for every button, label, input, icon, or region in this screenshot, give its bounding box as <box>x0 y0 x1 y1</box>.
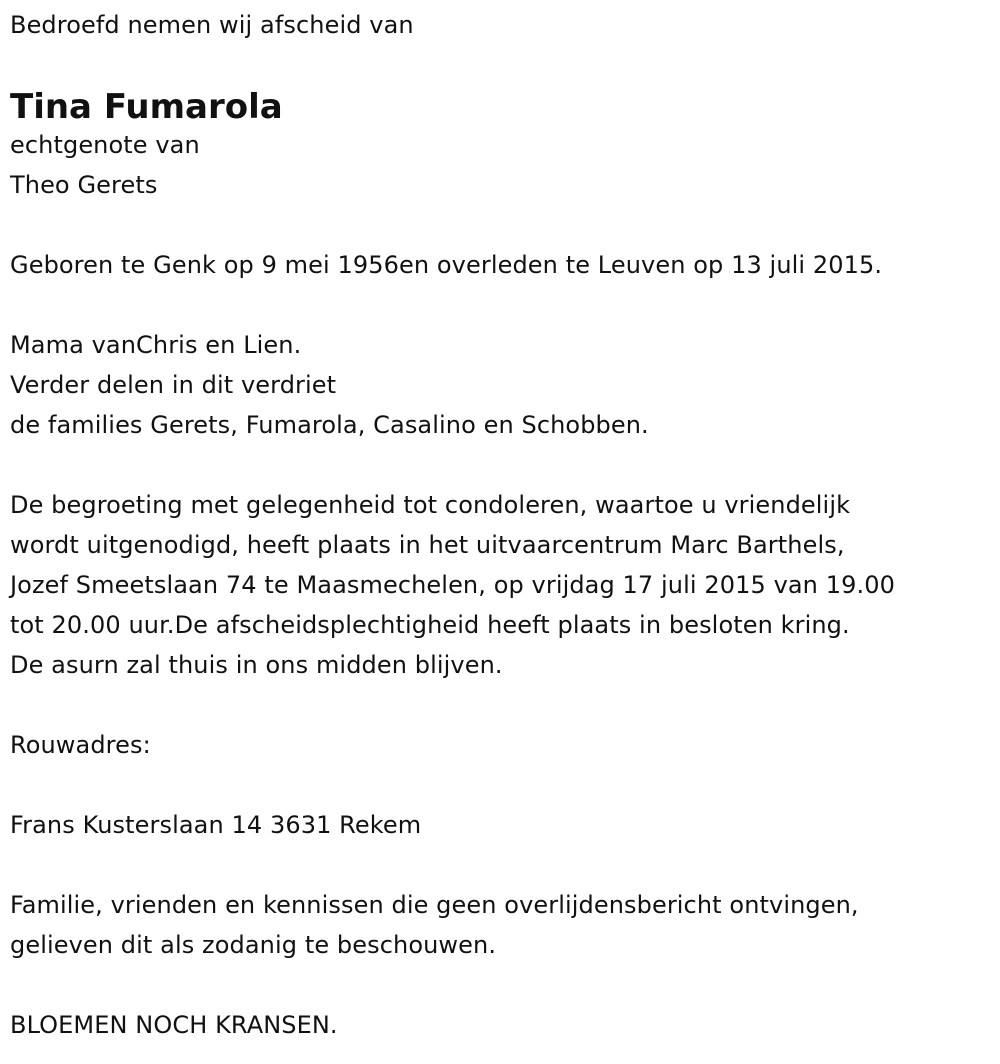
death-notice <box>10 5 990 1045</box>
closing-line: gelieven dit als zodanig te beschouwen. <box>10 931 497 959</box>
birth-death-text: Geboren te Genk op 9 mei 1956en overleden te Leuven op 13 juli 2015. <box>10 251 883 279</box>
spacer <box>10 765 990 805</box>
spacer <box>10 445 990 485</box>
ceremony-line: Jozef Smeetslaan 74 te Maasmechelen, op vrijdag 17 juli 2015 van 19.00 <box>10 571 895 599</box>
spacer <box>10 285 990 325</box>
deceased-name: Tina Fumarola <box>10 87 283 127</box>
ceremony-line: De asurn zal thuis in ons midden blijven. <box>10 651 503 679</box>
closing-line: Familie, vrienden en kennissen die geen overlijdensbericht ontvingen, <box>10 891 859 919</box>
ceremony-line: wordt uitgenodigd, heeft plaats in het uitvaarcentrum Marc Barthels, <box>10 531 845 559</box>
sharing-line: Verder delen in dit verdriet <box>10 371 337 399</box>
children-text: Mama vanChris en Lien. <box>10 331 302 359</box>
relation-line: echtgenote van <box>10 131 200 159</box>
spacer <box>10 685 990 725</box>
families-line: de families Gerets, Fumarola, Casalino en Schobben. <box>10 411 649 439</box>
spacer <box>10 845 990 885</box>
intro-text: Bedroefd nemen wij afscheid van <box>10 11 414 39</box>
spouse-name: Theo Gerets <box>10 171 158 199</box>
spacer <box>10 205 990 245</box>
mourning-address: Frans Kusterslaan 14 3631 Rekem <box>10 811 422 839</box>
spacer <box>10 965 990 1005</box>
flowers-note: BLOEMEN NOCH KRANSEN. <box>10 1011 338 1039</box>
address-label: Rouwadres: <box>10 731 151 759</box>
spacer <box>10 45 990 77</box>
ceremony-line: tot 20.00 uur.De afscheidsplechtigheid heeft plaats in besloten kring. <box>10 611 850 639</box>
ceremony-line: De begroeting met gelegenheid tot condoleren, waartoe u vriendelijk <box>10 491 851 519</box>
